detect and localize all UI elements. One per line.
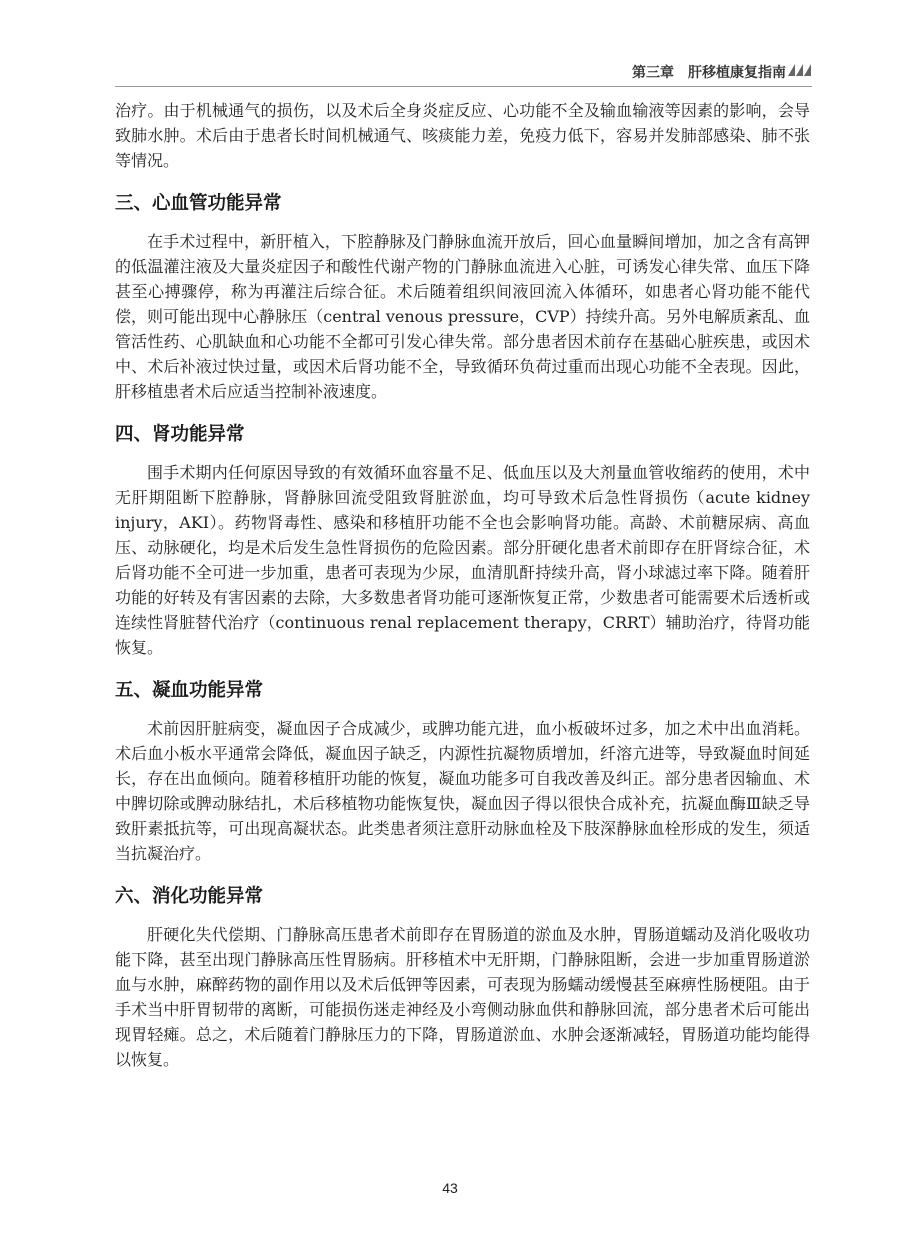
running-header: [0, 60, 900, 88]
chapter-title: 第三章 肝移植康复指南: [632, 65, 786, 81]
section-paragraph-coagulation: 术前因肝脏病变，凝血因子合成减少，或脾功能亢进，血小板破坏过多，加之术中出血消耗。术后血小板水平通常会降低，凝血因子缺乏，内源性抗凝物质增加，纤溶亢进等，导致凝血时间延长，存在出血倾向。随着移植肝功能的恢复，凝血功能多可自我改善及纠正。部分患者因输血、术中脾切除或脾动脉结扎，术后移植物功能恢复快，凝血因子得以很快合成补充，抗凝血酶Ⅲ缺乏导致肝素抵抗等，可出现高凝状态。此类患者须注意肝动脉血栓及下肢深静脉血栓形成的发生，须适当抗凝治疗。: [115, 719, 810, 863]
section-heading-digestive: 六、消化功能异常: [115, 886, 264, 907]
section-paragraph-renal: 围手术期内任何原因导致的有效循环血容量不足、低血压以及大剂量血管收缩药的使用，术中无肝期阻断下腔静脉，肾静脉回流受阻致肾脏淤血，均可导致术后急性肾损伤（acute kidney injury，AKI）。药物肾毒性、感染和移植肝功能不全也会影响肾功能。高龄、术前糖尿病、高血压、动脉硬化，均是术后发生急性肾损伤的危险因素。部分肝硬化患者术前即存在肝肾综合征，术后肾功能不全可进一步加重，患者可表现为少尿，血清肌酐持续升高，肾小球滤过率下降。随着肝功能的好转及有害因素的去除，大多数患者肾功能可逐渐恢复正常，少数患者可能需要术后透析或连续性肾脏替代治疗（continuous renal replacement therapy，CRRT）辅助治疗，待肾功能恢复。: [115, 463, 810, 657]
page-body: [115, 98, 810, 1072]
section-paragraph-cardiovascular: 在手术过程中，新肝植入，下腔静脉及门静脉血流开放后，回心血量瞬间增加，加之含有高钾的低温灌注液及大量炎症因子和酸性代谢产物的门静脉血流进入心脏，可诱发心律失常、血压下降甚至心搏骤停，称为再灌注后综合征。术后随着组织间液回流入体循环，如患者心肾功能不能代偿，则可能出现中心静脉压（central venous pressure，CVP）持续升高。另外电解质紊乱、血管活性药、心肌缺血和心功能不全都可引发心律失常。部分患者因术前存在基础心脏疾患，或因术中、术后补液过快过量，或因术后肾功能不全，导致循环负荷过重而出现心功能不全表现。因此，肝移植患者术后应适当控制补液速度。: [115, 232, 810, 401]
header-divider: [115, 86, 812, 87]
page-number: 43: [442, 1180, 458, 1196]
section-heading-renal: 四、肾功能异常: [115, 424, 245, 445]
intro-paragraph: 治疗。由于机械通气的损伤，以及术后全身炎症反应、心功能不全及输血输液等因素的影响，会导致肺水肿。术后由于患者长时间机械通气、咳痰能力差，免疫力低下，容易并发肺部感染、肺不张等情况。: [115, 101, 810, 170]
section-heading-cardiovascular: 三、心血管功能异常: [115, 193, 282, 214]
section-paragraph-digestive: 肝硬化失代偿期、门静脉高压患者术前即存在胃肠道的淤血及水肿，胃肠道蠕动及消化吸收功能下降，甚至出现门静脉高压性胃肠病。肝移植术中无肝期，门静脉阻断，会进一步加重胃肠道淤血与水肿，麻醉药物的副作用以及术后低钾等因素，可表现为肠蠕动缓慢甚至麻痹性肠梗阻。由于手术当中肝胃韧带的离断，可能损伤迷走神经及小弯侧动脉血供和静脉回流，部分患者术后可能出现胃轻瘫。总之，术后随着门静脉压力的下降，胃肠道淤血、水肿会逐渐减轻，胃肠道功能均能得以恢复。: [115, 925, 810, 1069]
triple-left-triangle-icon: [788, 64, 812, 76]
section-heading-coagulation: 五、凝血功能异常: [115, 680, 264, 701]
